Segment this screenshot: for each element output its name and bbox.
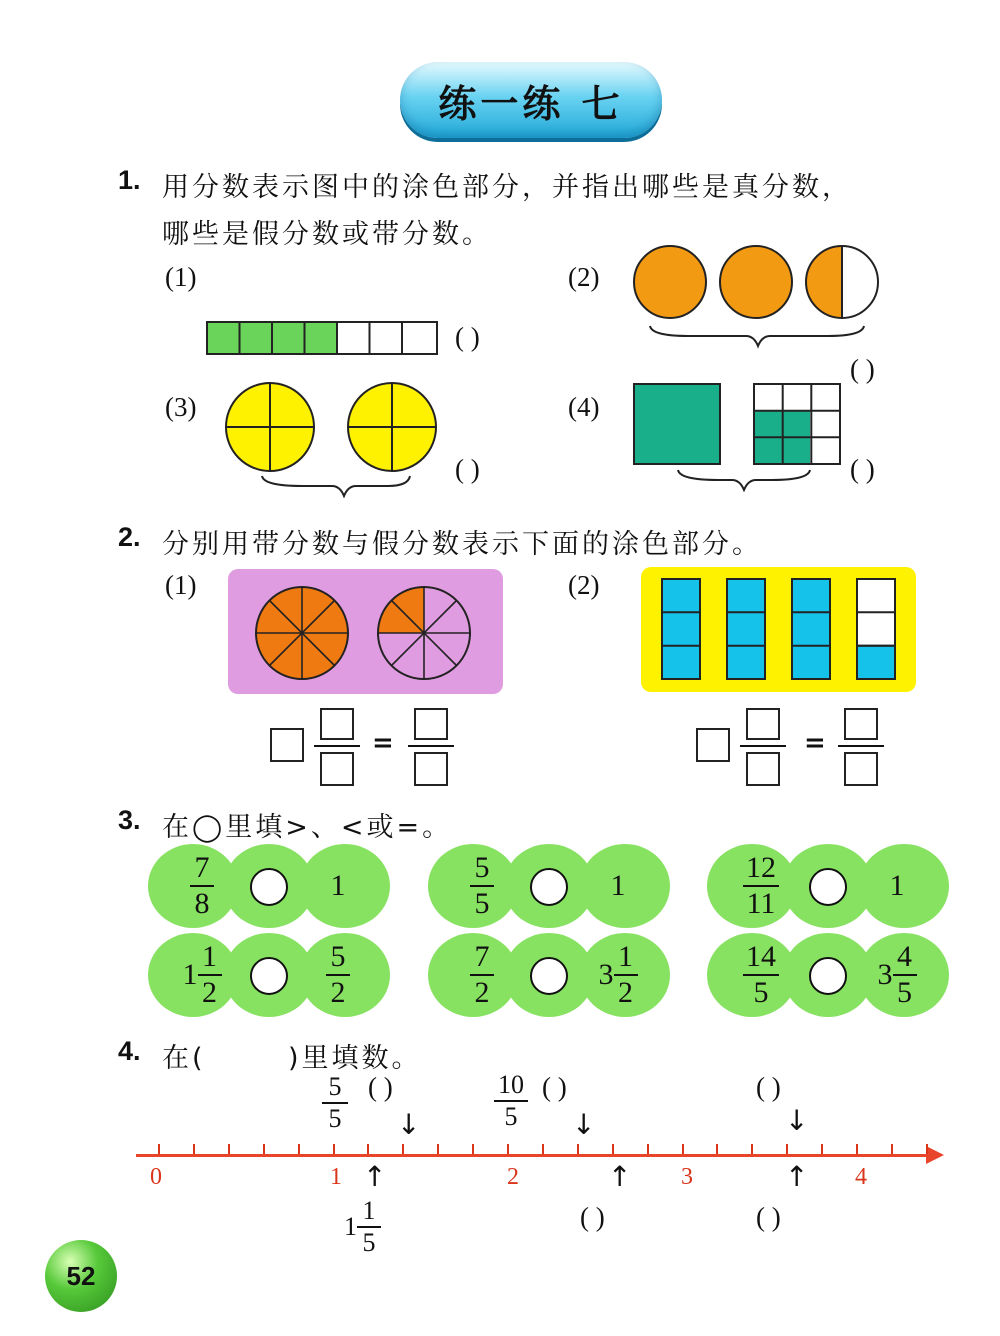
q3-right-value [578, 933, 658, 1017]
q3-left-numerator: 7 [474, 940, 490, 973]
q3-left-numerator: 7 [194, 851, 210, 884]
q3-left-value [162, 844, 242, 928]
q4-tick [682, 1144, 684, 1154]
q2-fig1-equals: = [372, 728, 394, 758]
q2-fig2-improper-bar [838, 745, 884, 747]
q3-comparison-item [428, 844, 670, 928]
q4-tick [193, 1144, 195, 1154]
q3-right-fraction [326, 942, 350, 1008]
q3-text: 在◯里填>、<或=。 [162, 812, 453, 843]
q4-above-1-den: 5 [328, 1104, 342, 1133]
q4-axis-label-1: 1 [330, 1164, 342, 1190]
q4-ticks [136, 1144, 936, 1156]
q3-left-fraction [743, 942, 779, 1008]
q3-compare-circle[interactable] [809, 868, 847, 906]
q2-fig2-improper-den-box[interactable] [844, 752, 878, 786]
q3-comparison-item [148, 844, 390, 928]
q3-right-value [578, 844, 658, 928]
q1-fig4-squares [632, 382, 846, 492]
q4-number-line [136, 1154, 946, 1166]
page-number-badge [45, 1240, 117, 1312]
q3-compare-circle[interactable] [530, 957, 568, 995]
q3-left-fraction [743, 853, 779, 919]
q3-right-whole: 1 [889, 869, 905, 902]
q2-fig2-num-box[interactable] [746, 708, 780, 740]
q4-up-arrow-3: ↑ [785, 1160, 809, 1193]
q3-left-numerator: 14 [746, 940, 776, 973]
q3-right-fraction [893, 942, 917, 1008]
q3-number: 3. [118, 805, 141, 835]
q2-fig2-improper-num-box[interactable] [844, 708, 878, 740]
q2-fig1-improper-num-box[interactable] [414, 708, 448, 740]
q4-tick [367, 1144, 369, 1154]
q4-below-1-den: 5 [362, 1228, 376, 1257]
q3-right-whole: 1 [610, 869, 626, 902]
q3-right-numerator: 1 [618, 940, 633, 973]
q4-below-blank-3[interactable]: ( ) [756, 1202, 781, 1232]
q4-tick [298, 1144, 300, 1154]
q4-above-fraction-1 [322, 1074, 348, 1132]
q2-fig1-num-box[interactable] [320, 708, 354, 740]
q4-up-arrow-1: ↑ [363, 1160, 387, 1193]
q4-axis-label-3: 3 [681, 1164, 693, 1190]
q3-left-numerator: 5 [474, 851, 490, 884]
q3-compare-circle[interactable] [809, 957, 847, 995]
q4-tick [577, 1144, 579, 1154]
q3-left-value [442, 933, 522, 1017]
q4-tick [472, 1144, 474, 1154]
q3-left-denominator: 2 [202, 976, 217, 1009]
q4-above-blank-3[interactable]: ( ) [756, 1072, 781, 1102]
q4-tick [263, 1144, 265, 1154]
q4-number: 4. [118, 1036, 141, 1066]
q4-down-arrow-3: ↓ [785, 1104, 809, 1137]
q1-number: 1. [118, 165, 141, 195]
q4-below-blank-2[interactable]: ( ) [580, 1202, 605, 1232]
q3-left-value [162, 933, 242, 1017]
q3-left-fraction [470, 942, 494, 1008]
q2-fig2-fraction-bar [740, 745, 786, 747]
q4-axis-label-4: 4 [855, 1164, 867, 1190]
q3-left-whole: 1 [182, 958, 198, 991]
q3-right-fraction [614, 942, 638, 1008]
q3-left-fraction [470, 853, 494, 919]
q4-text-end: )里填数。 [288, 1043, 422, 1074]
q2-fig1-improper-den-box[interactable] [414, 752, 448, 786]
q4-below-mixed-number [344, 1198, 381, 1256]
q4-up-arrow-2: ↑ [608, 1160, 632, 1193]
q4-axis-label-2: 2 [507, 1164, 519, 1190]
q3-comparison-item [707, 844, 949, 928]
q4-tick [786, 1144, 788, 1154]
q2-fig1-answer [268, 706, 468, 788]
q2-label-2: (2) [568, 570, 600, 600]
q3-right-value [857, 933, 937, 1017]
q1-fig3-circles [222, 382, 442, 498]
q1-text-line1: 用分数表示图中的涂色部分，并指出哪些是真分数， [162, 172, 852, 203]
q3-right-numerator: 4 [897, 940, 912, 973]
q1-fig2-circles [628, 244, 884, 352]
q3-left-denominator: 2 [474, 976, 490, 1009]
q4-tick [402, 1144, 404, 1154]
q3-left-fraction [198, 942, 222, 1008]
q1-label-3: (3) [165, 392, 197, 422]
q1-fig4-answer-blank[interactable]: ( ) [850, 454, 875, 484]
q3-left-denominator: 5 [474, 887, 490, 920]
q4-tick [228, 1144, 230, 1154]
page-number: 52 [66, 1260, 96, 1291]
q3-left-denominator: 8 [194, 887, 210, 920]
q3-comparison-item [148, 933, 390, 1017]
q1-label-1: (1) [165, 262, 197, 292]
q4-tick [542, 1144, 544, 1154]
q2-fig2-den-box[interactable] [746, 752, 780, 786]
q4-above-fraction-2 [494, 1072, 528, 1130]
q2-text: 分别用带分数与假分数表示下面的涂色部分。 [162, 529, 762, 560]
q4-below-1-whole: 1 [344, 1212, 357, 1241]
q3-left-numerator: 1 [202, 940, 217, 973]
q3-left-denominator: 5 [753, 976, 769, 1009]
q4-tick [751, 1144, 753, 1154]
q3-right-denominator: 2 [618, 976, 633, 1009]
q3-right-denominator: 2 [330, 976, 346, 1009]
page-title: 练一练 七 [438, 81, 624, 126]
q2-fig2-equals: = [804, 728, 826, 758]
q3-right-whole: 1 [330, 869, 346, 902]
q4-down-arrow-1: ↓ [397, 1108, 421, 1141]
q3-comparison-item [428, 933, 670, 1017]
q4-tick [158, 1144, 160, 1154]
q3-right-whole: 3 [598, 958, 614, 991]
q4-tick [856, 1144, 858, 1154]
q3-right-value [857, 844, 937, 928]
q2-number: 2. [118, 522, 141, 552]
q2-fig2-answer [694, 706, 894, 788]
q1-fig1-bar [206, 321, 438, 355]
q1-fig1-answer-blank[interactable]: ( ) [455, 322, 480, 352]
q2-label-1: (1) [165, 570, 197, 600]
q4-text-start: 在( [162, 1043, 206, 1074]
q4-above-2-num: 10 [498, 1070, 524, 1099]
q4-tick [821, 1144, 823, 1154]
q2-fig2-bars [660, 577, 900, 683]
q2-fig1-improper-bar [408, 745, 454, 747]
q4-tick [647, 1144, 649, 1154]
q1-fig2-answer-blank[interactable]: ( ) [850, 354, 875, 384]
q4-above-1-num: 5 [328, 1072, 342, 1101]
q3-left-fraction [190, 853, 214, 919]
q1-fig3-answer-blank[interactable]: ( ) [455, 454, 480, 484]
q4-tick [926, 1144, 928, 1154]
q2-fig1-den-box[interactable] [320, 752, 354, 786]
page-title-banner [400, 62, 662, 138]
q3-left-value [721, 844, 801, 928]
q4-above-2-den: 5 [504, 1102, 518, 1131]
q4-tick [716, 1144, 718, 1154]
q3-right-numerator: 5 [330, 940, 346, 973]
q3-compare-circle[interactable] [250, 957, 288, 995]
q4-tick [437, 1144, 439, 1154]
q1-label-2: (2) [568, 262, 600, 292]
q1-text-line2: 哪些是假分数或带分数。 [162, 219, 492, 250]
q4-tick [333, 1144, 335, 1154]
q3-right-value [298, 844, 378, 928]
q3-left-value [721, 933, 801, 1017]
q2-fig1-circles [254, 585, 478, 681]
q4-axis-label-0: 0 [150, 1164, 162, 1190]
q4-tick [612, 1144, 614, 1154]
q1-label-4: (4) [568, 392, 600, 422]
q4-above-blank-2[interactable]: ( ) [542, 1072, 567, 1102]
q3-right-value [298, 933, 378, 1017]
q2-fig2-whole-box[interactable] [696, 728, 730, 762]
q2-fig1-fraction-bar [314, 745, 360, 747]
q2-fig1-whole-box[interactable] [270, 728, 304, 762]
q3-left-numerator: 12 [746, 851, 776, 884]
q3-compare-circle[interactable] [530, 868, 568, 906]
q4-above-blank-1[interactable]: ( ) [368, 1072, 393, 1102]
q3-right-denominator: 5 [897, 976, 912, 1009]
q4-down-arrow-2: ↓ [572, 1108, 596, 1141]
q3-right-whole: 3 [877, 958, 893, 991]
q3-left-denominator: 11 [746, 887, 776, 920]
q4-tick [507, 1144, 509, 1154]
q4-tick [891, 1144, 893, 1154]
q3-compare-circle[interactable] [250, 868, 288, 906]
q4-below-1-num: 1 [362, 1196, 376, 1225]
q3-left-value [442, 844, 522, 928]
q3-comparison-item [707, 933, 949, 1017]
